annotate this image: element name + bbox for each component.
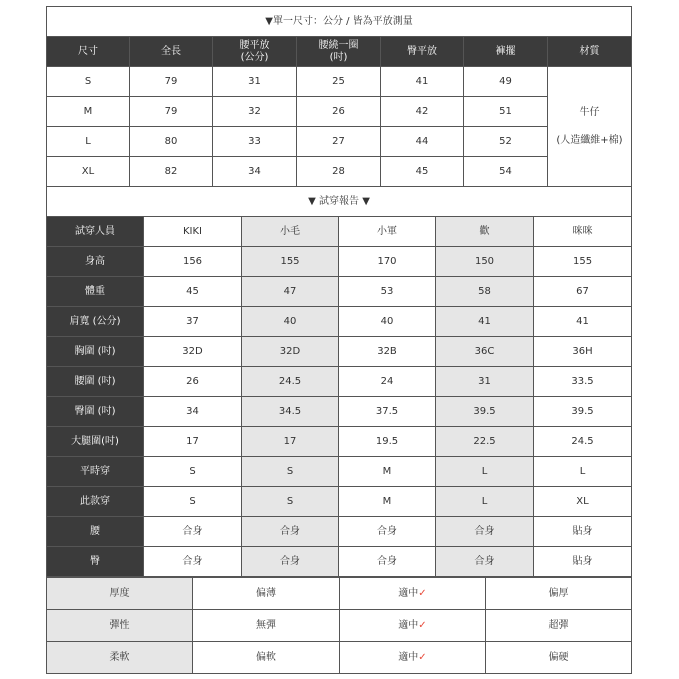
report-cell: 合身 [339,547,436,577]
size-cell: S [47,67,130,97]
report-cell: 17 [242,427,339,457]
fit-report-table [46,187,632,577]
report-cell: 40 [242,307,339,337]
check-icon: ✓ [418,651,427,663]
report-cell: 歡 [436,217,534,247]
table-row [47,277,632,307]
table-row [47,217,632,247]
size-cell: 28 [297,157,381,187]
report-cell: 32D [242,337,339,367]
size-cell: 79 [130,67,213,97]
table-row [47,610,632,642]
row-label: 試穿人員 [47,217,144,247]
header-cell: 全長 [130,37,213,67]
size-cell: 49 [464,67,548,97]
report-cell: L [436,457,534,487]
check-icon: ✓ [418,619,427,631]
report-cell: 32B [339,337,436,367]
table-row [47,67,632,97]
report-cell: 貼身 [534,517,632,547]
report-cell: 22.5 [436,427,534,457]
size-cell: 27 [297,127,381,157]
table-row [47,397,632,427]
row-label: 此款穿 [47,487,144,517]
report-cell: M [339,457,436,487]
table-row [47,487,632,517]
product-spec-sheet [46,6,631,674]
report-cell: 47 [242,277,339,307]
report-cell: 39.5 [436,397,534,427]
size-chart-title: ▼單一尺寸：公分 / 皆為平放測量 [47,7,632,37]
table-row [47,642,632,674]
row-label: 腰圍 (吋) [47,367,144,397]
size-cell: 33 [213,127,297,157]
feel-label: 彈性 [47,610,193,642]
fit-report-body [47,217,632,577]
size-cell: 79 [130,97,213,127]
report-cell: L [534,457,632,487]
report-cell: 36H [534,337,632,367]
row-label: 肩寬 (公分) [47,307,144,337]
size-cell: 80 [130,127,213,157]
report-cell: 合身 [242,517,339,547]
row-label: 臀圍 (吋) [47,397,144,427]
size-cell: 42 [381,97,464,127]
size-cell: 31 [213,67,297,97]
size-cell: L [47,127,130,157]
row-label: 體重 [47,277,144,307]
report-cell: 155 [534,247,632,277]
size-cell: 82 [130,157,213,187]
report-cell: 小軍 [339,217,436,247]
size-chart-header [47,37,632,67]
report-cell: 33.5 [534,367,632,397]
report-cell: 34 [144,397,242,427]
table-row [47,247,632,277]
report-cell: 156 [144,247,242,277]
report-cell: KIKI [144,217,242,247]
header-cell: 材質 [548,37,632,67]
row-label: 腰 [47,517,144,547]
row-label: 平時穿 [47,457,144,487]
row-label: 身高 [47,247,144,277]
feel-option-label: 適中 [398,651,419,663]
report-cell: M [339,487,436,517]
table-row [47,97,632,127]
report-cell: 40 [339,307,436,337]
table-row [47,457,632,487]
report-cell: 41 [436,307,534,337]
feel-label: 柔軟 [47,642,193,674]
header-cell: 臀平放 [381,37,464,67]
feel-option: 超彈 [486,610,632,642]
feel-option: 偏軟 [193,642,340,674]
report-cell: 24 [339,367,436,397]
size-cell: M [47,97,130,127]
fabric-feel-body [47,578,632,674]
report-cell: XL [534,487,632,517]
fit-report-title: ▼ 試穿報告 ▼ [47,187,632,217]
report-cell: 合身 [339,517,436,547]
report-cell: 31 [436,367,534,397]
report-cell: 34.5 [242,397,339,427]
report-cell: 41 [534,307,632,337]
size-cell: 51 [464,97,548,127]
report-cell: 合身 [144,517,242,547]
report-cell: 58 [436,277,534,307]
size-cell: XL [47,157,130,187]
report-cell: 170 [339,247,436,277]
table-row [47,367,632,397]
report-cell: 合身 [144,547,242,577]
report-cell: L [436,487,534,517]
report-cell: 合身 [436,547,534,577]
report-cell: S [242,457,339,487]
feel-label: 厚度 [47,578,193,610]
feel-option: 偏薄 [193,578,340,610]
feel-option-label: 適中 [398,619,419,631]
table-row [47,547,632,577]
report-cell: 合身 [242,547,339,577]
size-chart-table [46,6,632,187]
report-cell: 155 [242,247,339,277]
header-cell: 腰繞一圈 (吋) [297,37,381,67]
report-cell: 53 [339,277,436,307]
report-cell: 合身 [436,517,534,547]
report-cell: 36C [436,337,534,367]
report-cell: 37.5 [339,397,436,427]
report-cell: 24.5 [242,367,339,397]
report-cell: 32D [144,337,242,367]
table-row [47,517,632,547]
report-cell: 小毛 [242,217,339,247]
feel-option: 無彈 [193,610,340,642]
report-cell: S [144,457,242,487]
size-cell: 52 [464,127,548,157]
size-cell: 34 [213,157,297,187]
feel-option: 偏硬 [486,642,632,674]
report-cell: 45 [144,277,242,307]
table-row [47,127,632,157]
report-cell: 39.5 [534,397,632,427]
size-cell: 26 [297,97,381,127]
fabric-feel-table [46,577,632,674]
report-cell: S [144,487,242,517]
report-cell: 37 [144,307,242,337]
row-label: 胸圍 (吋) [47,337,144,367]
report-cell: 咪咪 [534,217,632,247]
feel-option-selected [340,610,486,642]
row-label: 大腿圍(吋) [47,427,144,457]
check-icon: ✓ [418,587,427,599]
header-cell: 褲擺 [464,37,548,67]
size-cell: 25 [297,67,381,97]
report-cell: 67 [534,277,632,307]
header-cell: 腰平放 (公分) [213,37,297,67]
feel-option: 偏厚 [486,578,632,610]
table-row [47,337,632,367]
header-cell: 尺寸 [47,37,130,67]
material-cell: 牛仔 (人造纖維+棉) [548,67,632,187]
size-cell: 44 [381,127,464,157]
report-cell: 貼身 [534,547,632,577]
table-row [47,578,632,610]
size-cell: 54 [464,157,548,187]
report-cell: S [242,487,339,517]
report-cell: 26 [144,367,242,397]
size-cell: 45 [381,157,464,187]
size-cell: 32 [213,97,297,127]
size-cell: 41 [381,67,464,97]
row-label: 臀 [47,547,144,577]
feel-option-selected [340,578,486,610]
report-cell: 150 [436,247,534,277]
table-row [47,157,632,187]
report-cell: 24.5 [534,427,632,457]
feel-option-label: 適中 [398,587,419,599]
feel-option-selected [340,642,486,674]
table-row [47,307,632,337]
report-cell: 19.5 [339,427,436,457]
report-cell: 17 [144,427,242,457]
table-row [47,427,632,457]
